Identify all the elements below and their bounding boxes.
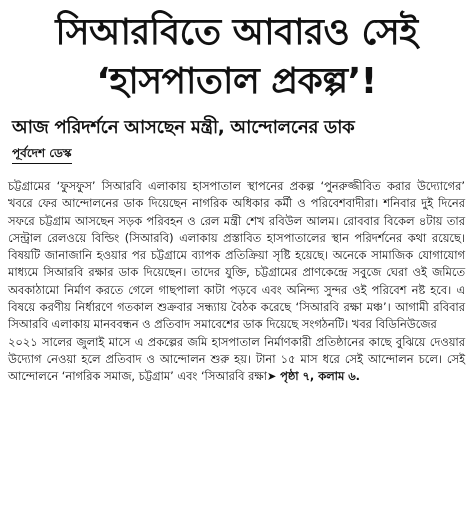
subheadline: আজ পরিদর্শনে আসছেন মন্ত্রী, আন্দোলনের ডাক (12, 117, 355, 138)
paragraph-2-text: ২০২১ সালের জুলাই মাসে এ প্রকল্পের জমি হাসপাতাল নির্মাণকারী প্রতিষ্ঠানের কাছে বুঝিয়ে দেওয়ার উদ্যোগ নেওয়া হলে প্রতিবাদ ও আন্দোলন শুরু হয়। টানা ১৫ মাস ধরে সেই আন্দোলন চলে। সেই আন্দোলনে ‘নাগরিক সমাজ, চট্টগ্রাম’ এবং ‘সিআরবি রক্ষা (8, 334, 465, 384)
paragraph-2 (8, 334, 465, 386)
article-body (8, 178, 465, 386)
paragraph-1: চট্টগ্রামের ‘ফুসফুস’ সিআরবি এলাকায় হাসপাতাল স্থাপনের প্রকল্প ‘পুনরুজ্জীবিত করার উদ্যোগের’ খবরে ফের আন্দোলনের ডাক দিয়েছেন নাগরিক অধিকার কর্মী ও পরিবেশবাদীরা। শনিবার দুই দিনের সফরে চট্টগ্রাম আসছেন সড়ক পরিবহন ও রেল মন্ত্রী শেখ রবিউল আলম। রোববার বিকেল ৪টায় তার সেন্ট্রাল রেলওয়ে বিল্ডিং (সিআরবি) এলাকায় প্রস্তাবিত হাসপাতালের স্থান পরিদর্শনের কথা রয়েছে। বিষয়টি জানাজানি হওয়ার পর চট্টগ্রামে ব্যাপক প্রতিক্রিয়া সৃষ্টি হয়েছে। অনেকে সামাজিক যোগাযোগ মাধ্যমে সিআরবি রক্ষার ডাক দিয়েছেন। তাদের যুক্তি, চট্টগ্রামের প্রাণকেন্দ্রে সবুজে ঘেরা ওই জমিতে অবকাঠামো নির্মাণ করতে গেলে গাছপালা কাটা পড়বে এবং অনিন্দ্য সুন্দর ওই পরিবেশ নষ্ট হবে। এ বিষয়ে করণীয় নির্ধারণে গতকাল শুক্রবার সন্ধ্যায় বৈঠক করেছে ‘সিআরবি রক্ষা মঞ্চ’। আগামী রবিবার সিআরবি এলাকায় মানববন্ধন ও প্রতিবাদ সমাবেশের ডাক দিয়েছে সংগঠনটি। খবর বিডিনিউজের (8, 179, 465, 332)
headline-line-1: সিআরবিতে আবারও সেই (55, 12, 418, 53)
jump-arrow: ➤ (266, 369, 277, 384)
page-jump-label: পৃষ্ঠা ৭, কলাম ৬. (280, 369, 360, 384)
headline-line-2: ‘হাসপাতাল প্রকল্প’! (96, 61, 377, 102)
byline: পূর্বদেশ ডেস্ক (12, 144, 72, 164)
headline (8, 8, 465, 106)
